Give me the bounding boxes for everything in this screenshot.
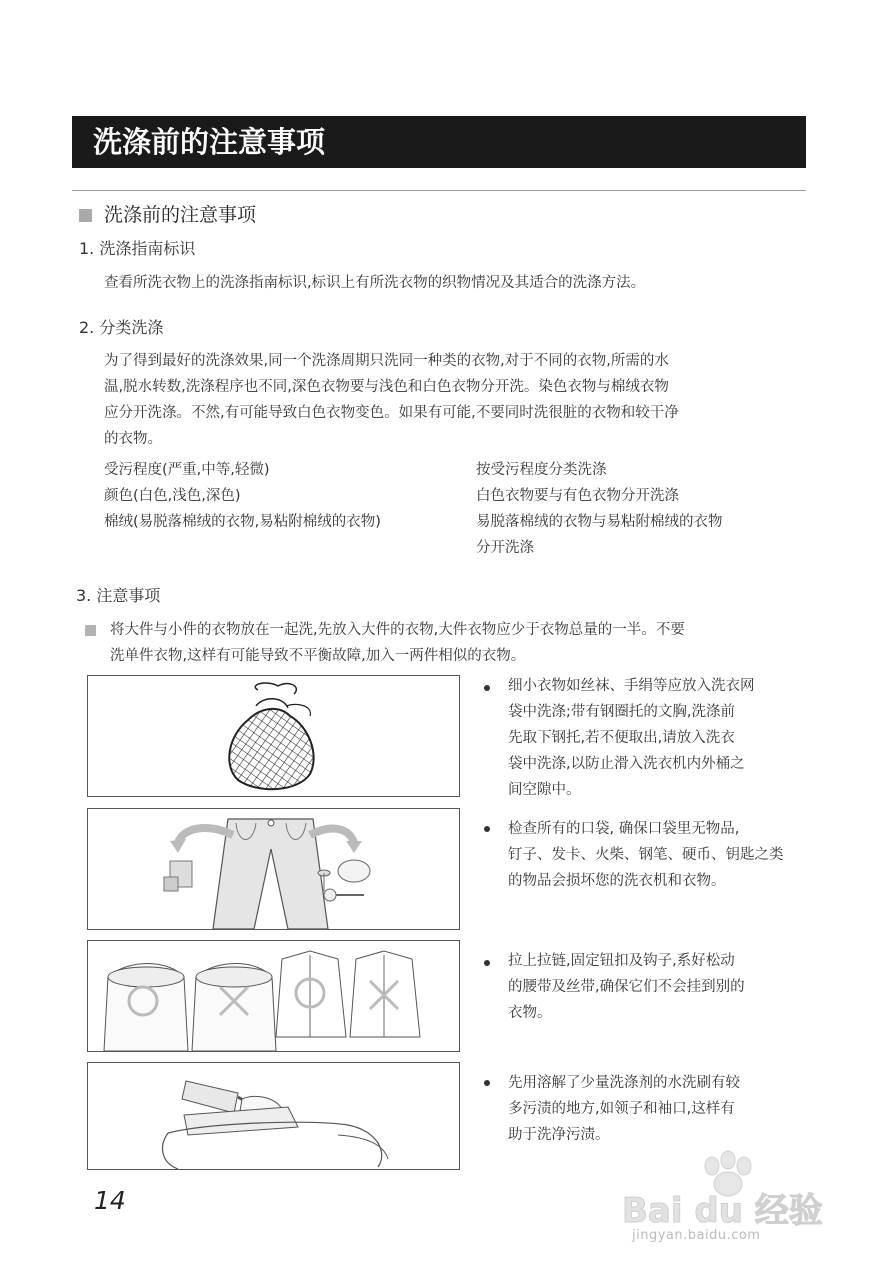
page-number: 14 [94,1186,126,1215]
sort-criterion: 颜色(白色,浅色,深色) [104,488,241,504]
subsection-1-heading: 1. 洗涤指南标识 [79,239,196,258]
bullet-1-line: 先取下钢托,若不便取出,请放入洗衣 [508,730,735,746]
sort-instruction: 易脱落棉绒的衣物与易粘附棉绒的衣物 [476,514,723,530]
bullet-icon [484,826,490,832]
subsection-2-line: 应分开洗涤。不然,有可能导致白色衣物变色。如果有可能,不要同时洗很脏的衣物和较干净 [104,405,679,421]
subsection-1-text: 查看所洗衣物上的洗涤指南标识,标识上有所洗衣物的织物情况及其适合的洗涤方法。 [104,275,646,291]
watermark-url: jingyan.baidu.com [632,1228,761,1243]
note-marker-icon [85,625,96,636]
sort-instruction: 按受污程度分类洗涤 [476,462,607,478]
subsection-2-line: 温,脱水转数,洗涤程序也不同,深色衣物要与浅色和白色衣物分开洗。染色衣物与棉绒衣物 [104,379,669,395]
bullet-4-line: 多污渍的地方,如领子和袖口,这样有 [508,1101,735,1117]
laundry-net-illustration [87,675,460,797]
fasten-clothing-illustration [87,940,460,1052]
page-title: 洗涤前的注意事项 [93,125,326,159]
subsection-2-line: 的衣物。 [104,431,162,447]
note-line: 洗单件衣物,这样有可能导致不平衡故障,加入一两件相似的衣物。 [110,648,526,664]
bullet-2-line: 检查所有的口袋, 确保口袋里无物品, [508,821,740,837]
bullet-1-line: 袋中洗涤,以防止滑入洗衣机内外桶之 [508,756,745,772]
bullet-icon [484,685,490,691]
subsection-2-line: 为了得到最好的洗涤效果,同一个洗涤周期只洗同一种类的衣物,对于不同的衣物,所需的水 [104,353,669,369]
subsection-2-heading: 2. 分类洗涤 [79,318,164,337]
bullet-2-line: 钉子、发卡、火柴、钢笔、硬币、钥匙之类 [508,847,784,863]
pretreat-stains-illustration [87,1062,460,1170]
sort-criterion: 棉绒(易脱落棉绒的衣物,易粘附棉绒的衣物) [104,514,381,530]
bullet-2-line: 的物品会损坏您的洗衣机和衣物。 [508,873,726,889]
divider [72,190,806,191]
bullet-3-line: 衣物。 [508,1005,552,1021]
sort-instruction: 白色衣物要与有色衣物分开洗涤 [476,488,679,504]
bullet-1-line: 细小衣物如丝袜、手绢等应放入洗衣网 [508,678,755,694]
bullet-3-line: 的腰带及丝带,确保它们不会挂到别的 [508,979,745,995]
bullet-1-line: 间空隙中。 [508,782,581,798]
bullet-4-line: 助于洗净污渍。 [508,1127,610,1143]
section-heading: 洗涤前的注意事项 [104,204,257,226]
pockets-illustration [87,808,460,930]
note-line: 将大件与小件的衣物放在一起洗,先放入大件的衣物,大件衣物应少于衣物总量的一半。不要 [110,622,685,638]
sort-criterion: 受污程度(严重,中等,轻微) [104,462,270,478]
bullet-3-line: 拉上拉链,固定钮扣及钩子,系好松动 [508,953,735,969]
bullet-icon [484,960,490,966]
bullet-1-line: 袋中洗涤;带有钢圈托的文胸,洗涤前 [508,704,735,720]
subsection-3-heading: 3. 注意事项 [76,586,161,605]
bullet-icon [484,1080,490,1086]
sort-instruction: 分开洗涤 [476,540,534,556]
bullet-4-line: 先用溶解了少量洗涤剂的水洗刷有较 [508,1075,740,1091]
section-marker-icon [79,209,92,222]
watermark-logo: Bai du 经验 [622,1191,823,1231]
